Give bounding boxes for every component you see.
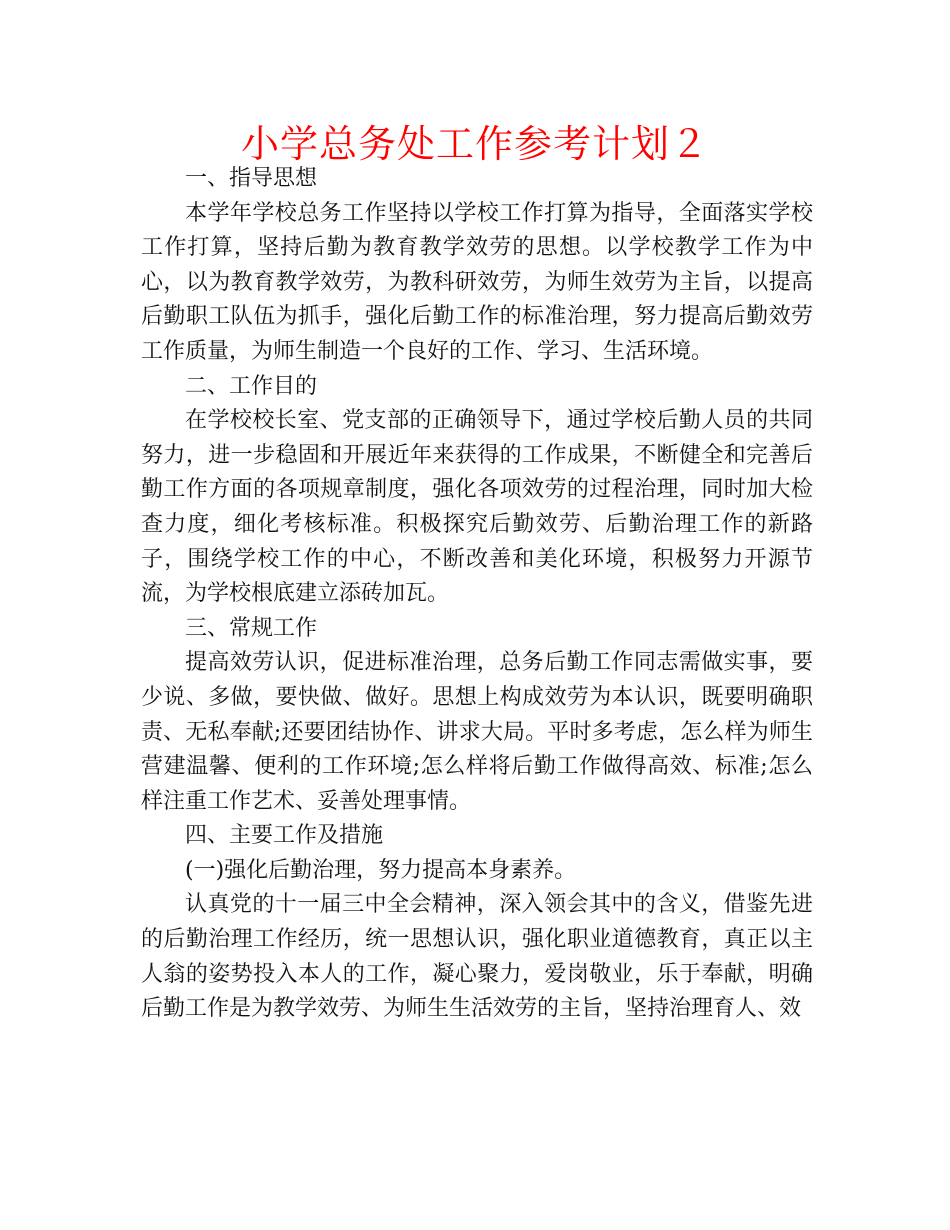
body-paragraph: 本学年学校总务工作坚持以学校工作打算为指导，全面落实学校工作打算，坚持后勤为教育教学效劳的思想。以学校教学工作为中心，以为教育教学效劳，为教科研效劳，为师生效劳为主旨，以提高后勤职工队伍为抓手，强化后勤工作的标准治理，努力提高后勤效劳工作质量，为师生制造一个良好的工作、学习、生活环境。 [141,200,813,364]
section-heading: 二、工作目的 [185,373,318,399]
section-heading: 四、主要工作及措施 [185,823,384,849]
subsection-heading: (一)强化后勤治理，努力提高本身素养。 [185,857,577,883]
document-body [141,162,813,1027]
section-heading: 三、常规工作 [185,615,318,641]
section-heading: 一、指导思想 [185,166,318,191]
body-paragraph: 提高效劳认识，促进标准治理，总务后勤工作同志需做实事，要少说、多做，要快做、做好。思想上构成效劳为本认识，既要明确职责、无私奉献;还要团结协作、讲求大局。平时多考虑，怎么样为师生营建温馨、便利的工作环境;怎么样将后勤工作做得高效、标准;怎么样注重工作艺术、妥善处理事情。 [141,650,813,814]
document-title: 小学总务处工作参考计划２ [240,122,709,166]
body-paragraph: 认真党的十一届三中全会精神，深入领会其中的含义，借鉴先进的后勤治理工作经历，统一思想认识，强化职业道德教育，真正以主人翁的姿势投入本人的工作，凝心聚力，爱岗敬业，乐于奉献，明确后勤工作是为教学效劳、为师生生活效劳的主旨，坚持治理育人、效 [141,892,813,1022]
body-paragraph: 在学校校长室、党支部的正确领导下，通过学校后勤人员的共同努力，进一步稳固和开展近年来获得的工作成果，不断健全和完善后勤工作方面的各项规章制度，强化各项效劳的过程治理，同时加大检查力度，细化考核标准。积极探究后勤效劳、后勤治理工作的新路子，围绕学校工作的中心，不断改善和美化环境，积极努力开源节流，为学校根底建立添砖加瓦。 [141,408,813,607]
